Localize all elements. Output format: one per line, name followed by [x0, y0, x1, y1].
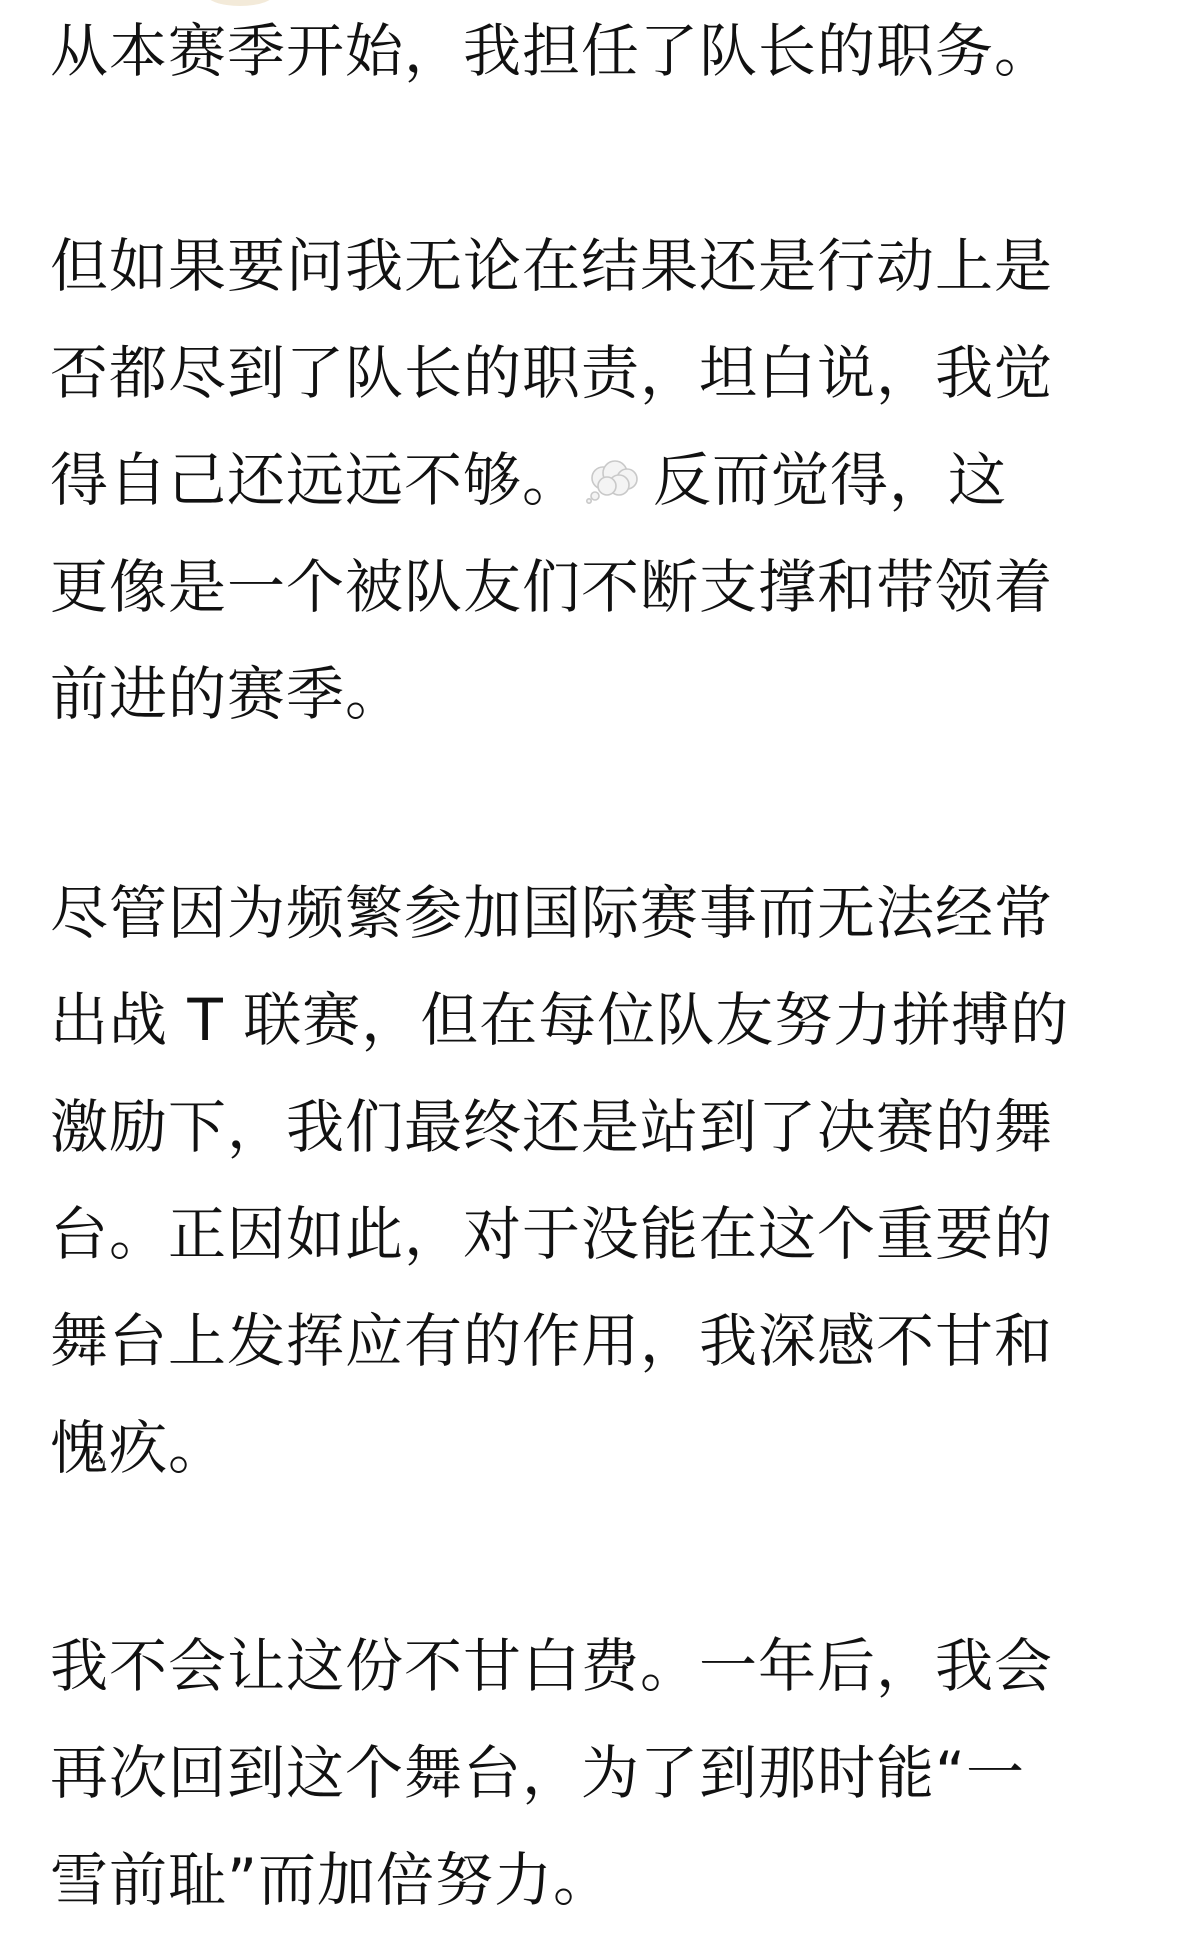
text-line: 再次回到这个舞台，为了到那时能“一	[50, 1739, 1026, 1807]
text-line: 否都尽到了队长的职责，坦白说，我觉	[50, 339, 1054, 407]
paragraph-1	[50, 0, 1053, 105]
paragraph-4	[50, 1613, 1053, 1934]
text-line: 我不会让这份不甘白费。一年后，我会	[50, 1632, 1054, 1700]
thought-bubble-icon	[585, 458, 643, 504]
text-line: 愧疚。	[50, 1414, 228, 1482]
text-line: 台。正因如此，对于没能在这个重要的	[50, 1200, 1054, 1268]
text-line: 雪前耻”而加倍努力。	[50, 1846, 613, 1914]
paragraph-3	[50, 860, 1069, 1502]
text-segment: 反而觉得，这	[653, 446, 1008, 514]
paragraph-2	[50, 213, 1053, 748]
text-line: 前进的赛季。	[50, 660, 405, 728]
text-segment: 得自己还远远不够。	[50, 446, 582, 514]
text-line: 激励下，我们最终还是站到了决赛的舞	[50, 1093, 1054, 1161]
text-line-with-emoji	[50, 427, 1053, 534]
text-line: 尽管因为频繁参加国际赛事而无法经常	[50, 879, 1054, 947]
text-line: 更像是一个被队友们不断支撑和带领着	[50, 553, 1054, 621]
text-line: 从本赛季开始，我担任了队长的职务。	[50, 17, 1054, 85]
text-line: 但如果要问我无论在结果还是行动上是	[50, 232, 1054, 300]
text-line: 出战 T 联赛，但在每位队友努力拼搏的	[50, 986, 1070, 1054]
text-line: 舞台上发挥应有的作用，我深感不甘和	[50, 1307, 1054, 1375]
